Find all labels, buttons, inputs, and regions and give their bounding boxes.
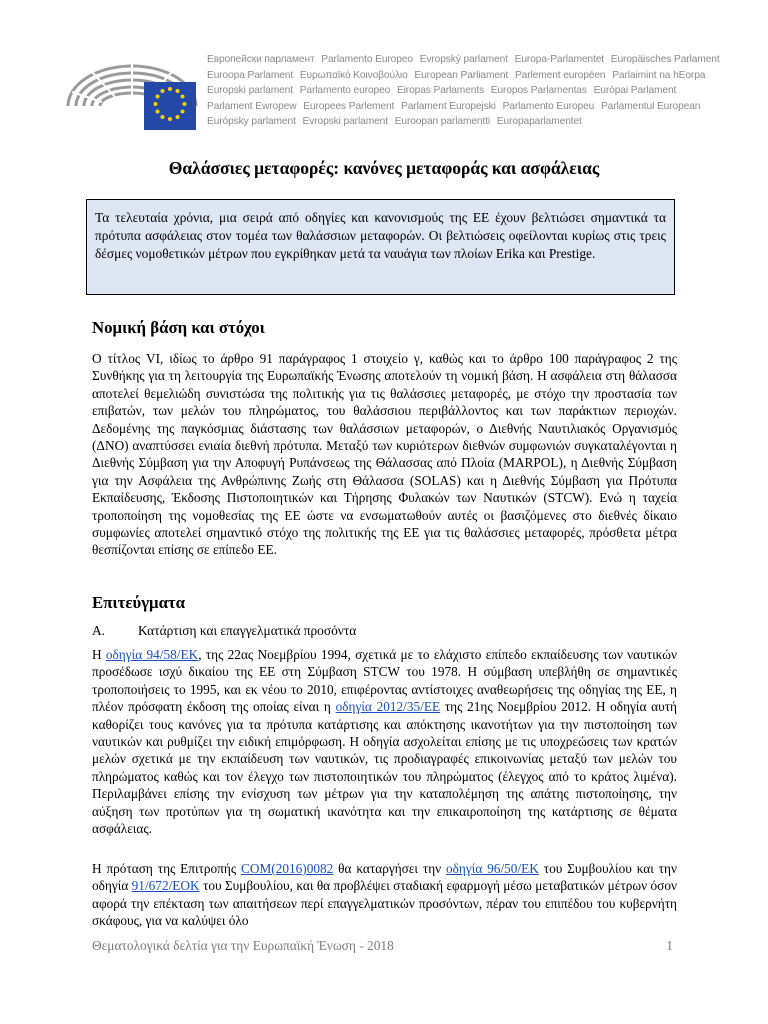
paragraph-text: Η [92,647,106,662]
language-row [207,99,707,115]
language-name: Parlement européen [514,69,606,81]
training-paragraph-2 [92,860,677,930]
document-header [62,44,720,134]
language-name: Europäisches Parlament [610,54,720,65]
page-footer [92,938,677,954]
language-name: European Parliament [414,69,509,81]
language-name: Evropský parlament [419,54,508,65]
paragraph-text: θα καταργήσει την [333,861,447,876]
language-name: Europski parlament [207,85,293,97]
directive-2012-35-link[interactable]: οδηγία 2012/35/ΕΕ [335,699,441,715]
com-2016-0082-link[interactable]: COM(2016)0082 [240,861,334,876]
language-name: Европейски парламент [207,54,315,65]
subsection-heading-training [92,623,356,639]
language-row [207,52,720,68]
paragraph-text: του Συμβουλίου και την οδηγία [92,861,677,894]
language-name: Parlamentul European [600,100,701,112]
legal-basis-paragraph: Ο τίτλος VI, ιδίως το άρθρο 91 παράγραφος 1 στοιχείο γ, καθώς και το άρθρο 100 παράγραφος 2 της Συνθήκης για τη λειτουργία της Ευρωπαϊκής Ένωσης αποτελούν τη νομική βάση. Η ασφάλεια στη θάλασσα αποτελεί θεμελιώδη συνιστώσα της πολιτικής για τις θαλάσσιες μεταφορές, με στόχο την προστασία των επιβατών, των μελών του πληρώματος, του θαλάσσιου περιβάλλοντος και των παράκτιων περιοχών. Δεδομένης της παγκόσμιας διάστασης των θαλάσσιων μεταφορών, ο Διεθνής Ναυτιλιακός Οργανισμός (ΔΝΟ) αναπτύσσει ενιαία διεθνή πρότυπα. Μεταξύ των κυριότερων διεθνών συμφωνιών συγκαταλέγονται η Διεθνής Σύμβαση για την Αποφυγή Ρυπάνσεως της Θάλασσας από Πλοία (MARPOL), η Διεθνής Σύμβαση για την Ασφάλεια της Ανθρώπινης Ζωής στη Θάλασσα (SOLAS) και η Διεθνής Σύμβαση για Πρότυπα Εκπαίδευσης, Έκδοσης Πιστοποιητικών και Τήρησης Φυλακών των Ναυτικών (STCW). Ενώ η ταχεία τροποποίηση της νομοθεσίας της ΕΕ ώστε να ενσωματωθούν αυτές οι βασιζόμενες στο διεθνές δίκαιο συμφωνίες αποτελεί σημαντικό στόχο της πολιτικής της ΕΕ για τις θαλάσσιες μεταφορές, πρόσθετα μέτρα θεσπίζονται επίσης σε επίπεδο ΕΕ. [92,351,677,558]
language-name: Euroopa Parlament [207,69,294,81]
language-row [207,83,707,99]
language-row [207,114,707,130]
language-name: Euroopan parlamentti [394,116,491,128]
language-name: Evropski parlament [302,116,388,128]
language-name: Europa-Parlamentet [514,54,605,65]
language-name: Parlaimint na hEorpa [612,69,706,81]
training-paragraph-1 [92,646,677,837]
language-name: Europaparlamentet [496,116,582,128]
subsection-letter: A. [92,623,106,638]
directive-96-50-link[interactable]: οδηγία 96/50/ΕΚ [446,861,539,876]
paragraph-text: της 21ης Νοεμβρίου 2012. Η οδηγία αυτή καθορίζει τους κανόνες για τα πρότυπα κατάρτισης και απόκτησης ικανοτήτων για την πιστοποίηση των ναυτικών και ρυθμίζει την ειδική επιμόρφωση. Η οδηγία ασχολείται επίσης με τις υποχρεώσεις των κρατών μελών σχετικά με την εκπαίδευση των ναυτικών, τις προδιαγραφές επικοινωνίας μεταξύ των μελών του πληρώματος καθώς και τον έλεγχο των πιστοποιητικών του πληρώματος (έλεγχος από το κράτος λιμένα). Περιλαμβάνει επίσης την ενίσχυση των μέτρων για την καταπολέμηση της απάτης πιστοποίησης, την αύξηση των προτύπων για τη σωματική ικανότητα και την επικαιροποίηση της κατάρτισης σε θέματα ασφάλειας. [92,699,677,837]
language-name: Parlamento Europeu [502,100,595,112]
language-row [207,68,707,84]
subsection-title: Κατάρτιση και επαγγελματικά προσόντα [138,623,357,638]
section-heading-achievements: Επιτεύγματα [92,593,186,612]
language-name: Európsky parlament [207,116,296,128]
directive-91-672-link[interactable]: 91/672/ΕΟΚ [131,878,200,894]
language-name: Parlamento Europeo [321,54,413,65]
footer-text: Θεματολογικά δελτία για την Ευρωπαϊκή Ένωση - 2018 [92,938,394,953]
page-number: 1 [666,938,673,953]
language-name: Európai Parlament [593,85,677,97]
page-title: Θαλάσσιες μεταφορές: κανόνες μεταφοράς και ασφάλειας [168,158,600,178]
section-heading-legal-basis: Νομική βάση και στόχοι [92,318,265,337]
parliament-name-languages [207,52,720,130]
language-name: Parlamento europeo [299,85,391,97]
paragraph-text: Η πρόταση της Επιτροπής [92,861,241,876]
language-name: Europos Parlamentas [490,85,587,97]
european-parliament-logo [62,44,202,134]
language-name: Parlament Ewropew [207,100,297,112]
paragraph-text: του Συμβουλίου, και θα προβλέψει σταδιακή εφαρμογή μέσω μεταβατικών μέτρων όσον αφορά την επέκταση των απαιτήσεων περί επαγγελματικών προσόντων, πέραν του επιπέδου του κυβερνήτη σκάφους, για να καλύψει όλο [92,878,677,929]
paragraph-text: , της 22ας Νοεμβρίου 1994, σχετικά με το ελάχιστο επίπεδο εκπαίδευσης των ναυτικών προσέδωσε ισχύ δικαίου της ΕΕ στη Σύμβαση STCW του 1978. Η σύμβαση υπεβλήθη σε σημαντικές τροποποιήσεις το 1995, και εκ νέου το 2010, επιφέροντας αντίστοιχες αναθεωρήσεις της οδηγίας της ΕΕ, η πλέον πρόσφατη έκδοση της οποίας είναι η [92,647,677,715]
language-name: Ευρωπαϊκό Κοινοβούλιο [299,69,408,81]
language-name: Europees Parlement [303,100,395,112]
language-name: Eiropas Parlaments [396,85,485,97]
directive-94-58-link[interactable]: οδηγία 94/58/ΕΚ [105,647,199,662]
language-name: Parlament Europejski [401,100,496,112]
summary-box: Τα τελευταία χρόνια, μια σειρά από οδηγίες και κανονισμούς της ΕΕ έχουν βελτιώσει σημαντικά τα πρότυπα ασφάλειας στον τομέα των θαλάσσιων μεταφορών. Οι βελτιώσεις οφείλονται κυρίως στις τρεις δέσμες νομοθετικών μέτρων που εγκρίθηκαν μετά τα ναυάγια των πλοίων Erika και Prestige. [86,199,675,295]
